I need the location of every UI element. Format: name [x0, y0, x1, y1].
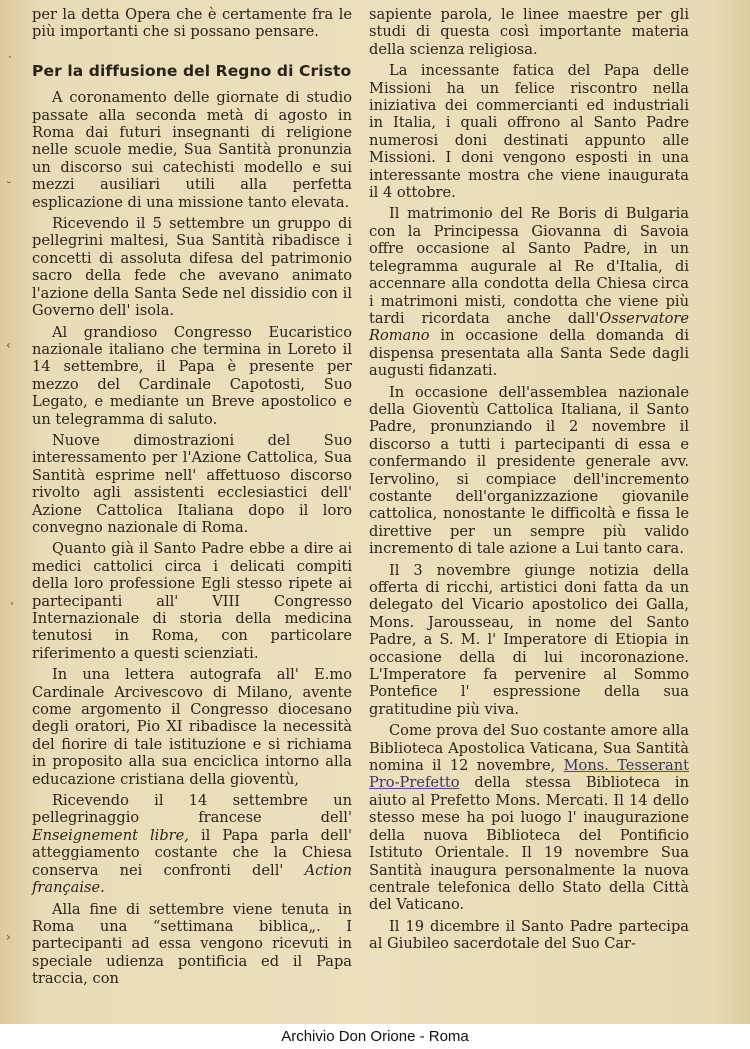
handwritten-underline: Mons. Tesserant Pro-Prefetto [369, 757, 689, 792]
margin-tick: › [6, 930, 11, 944]
section-heading: Per la diffusione del Regno di Cristo [32, 61, 352, 80]
paragraph: Nuove dimostrazioni del Suo interessamento per l'Azione Cattolica, Sua Santità esprime nell' affettuoso discorso rivolto agli assistenti ecclesiastici dell' Azione Cattolica Italiana dopo il loro convegno nazionale di Roma. [32, 431, 352, 536]
left-column [32, 6, 352, 992]
paragraph: Alla fine di settembre viene tenuta in Roma una “settimana biblica„. I partecipanti ad essa vengono ricevuti in speciale udienza pontificia ed il Papa traccia, con [32, 900, 352, 988]
paragraph: In una lettera autografa all' E.mo Cardinale Arcivescovo di Milano, avente come argomento il Congresso diocesano degli oratori, Pio XI ribadisce la necessità del fiorire di tale istituzione e si richiama in proposito alla sua enciclica intorno alla educazione cristiana della gioventù, [32, 666, 352, 788]
margin-tick: ʼ [10, 600, 14, 614]
text-run: Ricevendo il 14 settembre un pellegrinaggio francese dell' [32, 792, 352, 827]
paragraph-biblioteca [369, 722, 689, 913]
italic-title: Enseignement libre, [32, 826, 189, 844]
paragraph-enseignement [32, 792, 352, 896]
paragraph: Il 19 dicembre il Santo Padre partecipa al Giubileo sacerdotale del Suo Car- [369, 917, 689, 953]
paragraph: Quanto già il Santo Padre ebbe a dire ai medici cattolici circa i delicati compiti della loro professione Egli stesso ripete ai partecipanti all' VIII Congresso Internazionale di storia della medicina tenutosi in Roma, con particolare riferimento a questi scienziati. [32, 540, 352, 662]
margin-tick: ˘ [6, 180, 12, 194]
text-run: in occasione della domanda di dispensa presentata alla Santa Sede dagli augusti fidanzati. [369, 327, 689, 380]
paragraph: La incessante fatica del Papa delle Missioni ha un felice riscontro nella iniziativa dei commercianti ed industriali in Italia, i quali offrono al Santo Padre numerosi doni destinati appunto alle Missioni. I doni vengono esposti in una interessante mostra che viene inaugurata il 4 ottobre. [369, 62, 689, 202]
italic-title: Osservatore Romano [369, 309, 689, 345]
text-run: Il matrimonio del Re Boris di Bulgaria con la Principessa Giovanna di Savoia offre occasione al Santo Padre, in un telegramma augurale al Re d'Italia, di accennare alla condotta della Chiesa circa i matrimoni misti, condotta che viene più tardi ricordata anche dall' [369, 205, 689, 327]
left-intro: per la detta Opera che è certamente fra le più importanti che si possano pensare. [32, 6, 352, 41]
italic-title: Action française. [32, 861, 352, 897]
margin-tick: ‹ [6, 338, 11, 352]
right-column [369, 6, 689, 957]
text-run: Come prova del Suo costante amore alla Biblioteca Apostolica Vaticana, Sua Santità nomina il 12 novembre, [369, 722, 689, 775]
paragraph: A coronamento delle giornate di studio passate alla seconda metà di agosto in Roma dai futuri insegnanti di religione nelle scuole medie, Sua Santità pronunzia un discorso sui catechisti modello e sui mezzi ausiliari utili alla perfetta esplicazione di una missione tanto elevata. [32, 89, 352, 211]
right-intro: sapiente parola, le linee maestre per gli studi di questa così importante materia della scienza religiosa. [369, 6, 689, 58]
margin-tick: · [8, 50, 12, 64]
paragraph-boris [369, 205, 689, 379]
paragraph: Il 3 novembre giunge notizia della offerta di ricchi, artistici doni fatta da un delegato del Vicario apostolico dei Galla, Mons. Jarousseau, in nome del Santo Padre, a S. M. l' Imperatore di Etiopia in occasione della di lui incoronazione. L'Imperatore fa pervenire al Sommo Pontefice l' espressione della sua gratitudine più viva. [369, 561, 689, 718]
text-run: della stessa Biblioteca in aiuto al Prefetto Mons. Mercati. Il 14 dello stesso mese ha poi luogo l' inaugurazione della nuova Biblioteca del Pontificio Istituto Orientale. Il 19 novembre Sua Santità inaugura personalmente la nuova centrale telefonica dello Stato della Città del Vaticano. [369, 774, 690, 914]
paragraph: In occasione dell'assemblea nazionale della Gioventù Cattolica Italiana, il Santo Padre, pronunziando il 2 novembre il discorso a tutti i partecipanti di essa e confermando il presidente generale avv. Iervolino, si compiace dell'incremento costante dell'organizzazione giovanile cattolica, nonostante le difficoltà e fissa le direttive per un sempre più valido incremento di tale azione a Lui tanto cara. [369, 383, 689, 558]
text-run: il Papa parla dell' atteggiamento costante che la Chiesa conserva nei confronti dell' [32, 826, 352, 879]
paragraph: Al grandioso Congresso Eucaristico nazionale italiano che termina in Loreto il 14 settembre, il Papa è presente per mezzo del Cardinale Capotosti, Suo Legato, e mediante un Breve apostolico e un telegramma di saluto. [32, 323, 352, 428]
archive-footer: Archivio Don Orione - Roma [0, 1024, 750, 1049]
paragraph: Ricevendo il 5 settembre un gruppo di pellegrini maltesi, Sua Santità ribadisce i concetti di assoluta difesa del patrimonio sacro della fede che avevano animato l'azione della Santa Sede nel dissidio con il Governo dell' isola. [32, 215, 352, 320]
